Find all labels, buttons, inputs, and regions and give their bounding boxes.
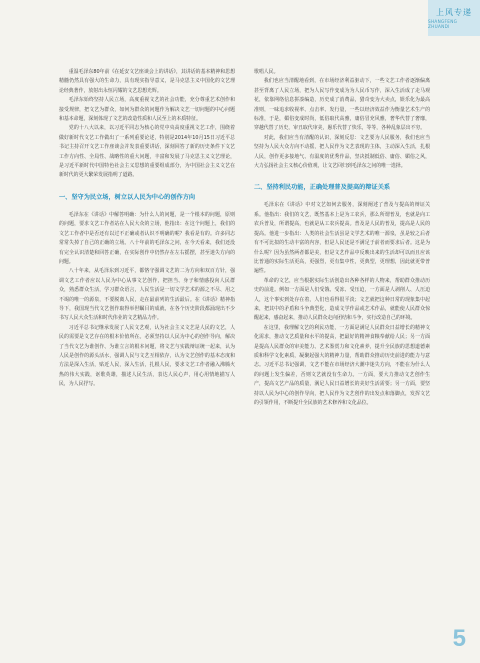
paragraph: 八十年来，从毛泽东到习近平，都恪守强调文艺的二为方向和双百方针，强调文艺工作者应以人民为中心从事文艺创作，把担当、身子和情感投向人民群众，熟悉群众生活，学习群众语言，人民生活是一切文学艺术的源之不尽、用之不竭的唯一的源泉，不要脱离人民，走在最前列的生活最后。在《讲话》精神指导下，我国现当代文艺创作取得举世瞩目的成就，在各个历史阶段都涌现出不少书写人民大众生活和时代伟业的文艺精品力作。 (59, 268, 235, 322)
paragraph: 重温毛泽东80年前《在延安文艺座谈会上的讲话》，其讲话的基本精神和思想精髓仍然具有强大的生命力，具有现实指导意义，是马克思主义中国化的文艺理论经典著作，放射出永恒闪耀的文艺思想光辉。 (59, 69, 235, 94)
section-heading-2: 二、坚持利民功能，正确处理普及提高的辩证关系 (254, 184, 391, 192)
section-header-band (428, 0, 480, 36)
paragraph: 毛泽东在《讲话》中解答明确：为什么人的问题，是一个根本的问题，原则的问题，要求文艺工作者站在人民大众的立场，他指出：在这个问题上，我们的文艺工作者中是否还有以过不正确或者认识不明确的呢？我看是有的。许多同志常常失掉了自己的正确的立场。八十年前的毛泽东之问，在今天看来，我们还没有完全认识清楚和回答正确，在实际创作中仍然存在左右摇摆，甚至迷失方向的问题。 (59, 211, 235, 265)
page-number: 5 (452, 625, 466, 652)
paragraph: 习近平总书记继承发展了人民文艺观，认为社会主义文艺是人民的文艺，人民的需要是文艺存在的根本价值所在。必须坚持以人民为中心的创作导向，解决了当代文艺为谁创作、为谁立言的根本问题，将文艺与实践辩证统一起来，认为人民是创作的源头活水，强调人民与文艺互相依存，认为文艺创作的基本态度和方法是深入生活，贴近人民，深入生活，扎根人民，要求文艺工作者融入沸腾火热的伟大实践，讴歌英雄，描述人民生活，表达人民心声，用心用情地描写人民，为人民抒写。 (59, 324, 235, 388)
section-title: 上风专递 (436, 8, 472, 17)
paragraph: 毛泽东在《讲话》中对文艺如何去服务，深刻阐述了普及与提高的辩证关系。他指出：我们的文艺，既然基本上是为工农兵，那么所谓普及，也就是向工农兵普及，所谓提高，也就是从工农兵提高。普及是人民的普及，提高是人民的提高。他进一步指出：人类的社会生活虽是文学艺术的唯一源泉，虽是较之后者有不可比拟的生动丰富的内容，但是人民还是不满足于前者而要求后者。这是为什么呢？因为虽然两者都是美，但是文艺作品中反映出来的生活却可以而且应该比普通的实际生活更高，更强烈，更有集中性，更典型，更理想，因此就更带普遍性。 (254, 202, 430, 275)
paragraph: 党的十八大以来，以习近平同志为核心的党中央高度重视文艺工作，围绕着做好新时代文艺工作做出了一系列重要论述，特别是2014年10月15日习近平总书记主持召开文艺工作座谈会并发表重要讲话，深刻回答了新的历史条件下文艺工作方向性、全局性、战略性的重大问题，丰富和发展了马克思主义文艺理论，是习近平新时代中国特色社会主义思想的重要组成部分，为中国社会主义文艺在新时代的更大繁荣发展指明了道路。 (59, 125, 235, 179)
section-heading-1: 一、坚守为民立场，树立以人民为中心的创作方向 (59, 193, 196, 201)
paragraph: 革命的文艺，应当根据实际生活创造出各种各样的人物来，帮助群众推动历史的前进。例如一方面是人们受饿、受冻、受压迫，一方面是人剥削人、人压迫人，这个事实到处存在着，人们也看得很平淡；文艺就把这种日常的现象集中起来，把其中的矛盾和斗争典型化，造成文学作品或艺术作品，就能使人民群众惊醒起来，感奋起来，推动人民群众走向团结和斗争，实行改造自己的环境。 (254, 277, 430, 322)
paragraph: 在这里，我理解文艺的利民功能，一方面是满足人民群众日益增长的精神文化需求，推动文艺质量和水平的提高，把最好的精神食粮奉献给人民；另一方面是提高人民群众的审美能力、艺术鉴赏力和文化素养，提升全民族的思想道德素质和科学文化素质，凝聚起强大的精神力量，帮助群众推动历史前进的能力与意志。习近平总书记强调，文艺不能在市场经济大潮中迷失方向，不能在为什么人的问题上发生偏差，否则文艺就没有生命力。一方面，要大力推动文艺创作生产，提高文艺产品的质量，满足人民日益增长的美好生活需要；另一方面，要坚持以人民为中心的创作导向，把人民作为文艺创作的出发点和落脚点，发挥文艺的引领作用，不断提升全民族的艺术修养和文化品位。 (254, 324, 430, 406)
paragraph: 我们也应当清醒地看到，在市场经济利益驱动下，一些文艺工作者逐渐偏离甚至背离了人民立场，把为人民写作变成为为人民币写作，深入生活成了走马观花，依靠网络信息拼凑编造，历史成了消费品，猎奇变为大卖点，娱乐化为最高准则，一味追求收视率、点击率、发行量，一些以经济效益作为衡量艺术生产的标准，于是，媚俗变成时尚，低俗取代高雅，庸俗冒充风雅，奢华代替了奢靡，穿越代替了历史，审丑取代审美，愚乐代替了快乐，等等，各种乱象层出不穷。 (254, 78, 430, 132)
paragraph: 歌唱人民。 (254, 69, 279, 75)
paragraph: 毛泽东始终坚持人民立场，高度重视文艺的社会功能，充分尊重艺术创作和接受规律，把文艺为群众，如何为群众的问题作为解决文艺一切问题的中心问题和基本命题，深刻体现了文艺的改造性质和人民至上的本质特征。 (59, 97, 235, 123)
left-column (59, 68, 235, 390)
section-subtitle: SHANGFENG ZHUANDI (428, 19, 458, 29)
right-column (254, 68, 430, 408)
paragraph: 对此，我们应当有清醒的认识，深刻反思：文艺要为人民服务，我们也应当坚持为人民大众方向不动摇，把人民作为文艺表现的主体，主动深入生活，扎根人民，创作更多接地气、有温度的优秀作品，坚决抵制低俗、庸俗、媚俗之风，大力弘扬社会主义核心价值观，让文艺回归到毛泽东之问的唯一选择。 (254, 134, 430, 170)
